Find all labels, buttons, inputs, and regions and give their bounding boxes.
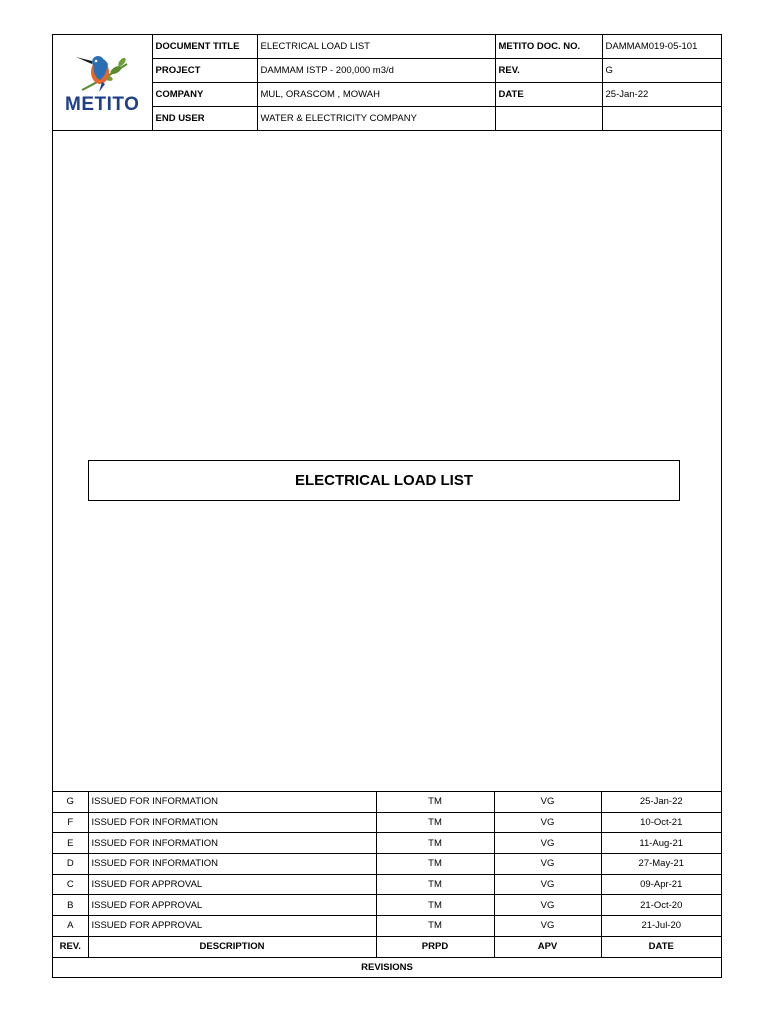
revision-rev: F	[53, 812, 88, 833]
kingfisher-bird-icon	[72, 50, 132, 96]
revision-rev: E	[53, 833, 88, 854]
doc-no-label: METITO DOC. NO.	[495, 35, 602, 59]
revision-apv: VG	[494, 895, 601, 916]
revision-description: ISSUED FOR APPROVAL	[88, 895, 376, 916]
date-label: DATE	[495, 83, 602, 107]
revision-row	[53, 895, 721, 916]
revision-rev: D	[53, 854, 88, 875]
empty-cell	[495, 107, 602, 131]
revision-row	[53, 854, 721, 875]
revision-row	[53, 812, 721, 833]
revision-prpd: TM	[376, 874, 494, 895]
rev-label: REV.	[495, 59, 602, 83]
date-value: 25-Jan-22	[602, 83, 721, 107]
revisions-table	[53, 791, 721, 977]
project-value: DAMMAM ISTP - 200,000 m3/d	[257, 59, 495, 83]
revision-date: 21-Oct-20	[601, 895, 721, 916]
end-user-value: WATER & ELECTRICITY COMPANY	[257, 107, 495, 131]
prpd-header: PRPD	[376, 936, 494, 957]
revision-description: ISSUED FOR APPROVAL	[88, 916, 376, 937]
revision-date: 25-Jan-22	[601, 792, 721, 813]
revision-row	[53, 874, 721, 895]
main-title: ELECTRICAL LOAD LIST	[88, 460, 680, 501]
revision-rev: B	[53, 895, 88, 916]
revision-row	[53, 833, 721, 854]
revision-row	[53, 916, 721, 937]
revision-description: ISSUED FOR INFORMATION	[88, 812, 376, 833]
company-value: MUL, ORASCOM , MOWAH	[257, 83, 495, 107]
revision-date: 10-Oct-21	[601, 812, 721, 833]
revision-rev: C	[53, 874, 88, 895]
brand-name: METITO	[65, 93, 140, 115]
metito-logo	[53, 36, 152, 130]
revisions-body	[53, 792, 721, 937]
revision-prpd: TM	[376, 895, 494, 916]
revision-date: 09-Apr-21	[601, 874, 721, 895]
revision-apv: VG	[494, 916, 601, 937]
description-header: DESCRIPTION	[88, 936, 376, 957]
revision-prpd: TM	[376, 792, 494, 813]
date-header: DATE	[601, 936, 721, 957]
revision-prpd: TM	[376, 854, 494, 875]
revision-date: 21-Jul-20	[601, 916, 721, 937]
revision-description: ISSUED FOR APPROVAL	[88, 874, 376, 895]
revisions-footer: REVISIONS	[53, 957, 721, 977]
rev-header: REV.	[53, 936, 88, 957]
revision-prpd: TM	[376, 812, 494, 833]
rev-value: G	[602, 59, 721, 83]
document-frame	[52, 34, 722, 978]
revision-apv: VG	[494, 812, 601, 833]
logo-cell	[53, 35, 152, 131]
end-user-label: END USER	[152, 107, 257, 131]
revision-apv: VG	[494, 792, 601, 813]
revision-row	[53, 792, 721, 813]
revision-rev: G	[53, 792, 88, 813]
revision-prpd: TM	[376, 833, 494, 854]
revision-rev: A	[53, 916, 88, 937]
revision-description: ISSUED FOR INFORMATION	[88, 854, 376, 875]
header-table	[53, 35, 721, 131]
document-title-value: ELECTRICAL LOAD LIST	[257, 35, 495, 59]
revision-prpd: TM	[376, 916, 494, 937]
revision-apv: VG	[494, 833, 601, 854]
empty-cell	[602, 107, 721, 131]
company-label: COMPANY	[152, 83, 257, 107]
project-label: PROJECT	[152, 59, 257, 83]
revision-apv: VG	[494, 874, 601, 895]
revision-description: ISSUED FOR INFORMATION	[88, 792, 376, 813]
revision-date: 11-Aug-21	[601, 833, 721, 854]
revision-apv: VG	[494, 854, 601, 875]
apv-header: APV	[494, 936, 601, 957]
doc-no-value: DAMMAM019-05-101	[602, 35, 721, 59]
revision-description: ISSUED FOR INFORMATION	[88, 833, 376, 854]
document-title-label: DOCUMENT TITLE	[152, 35, 257, 59]
revision-date: 27-May-21	[601, 854, 721, 875]
